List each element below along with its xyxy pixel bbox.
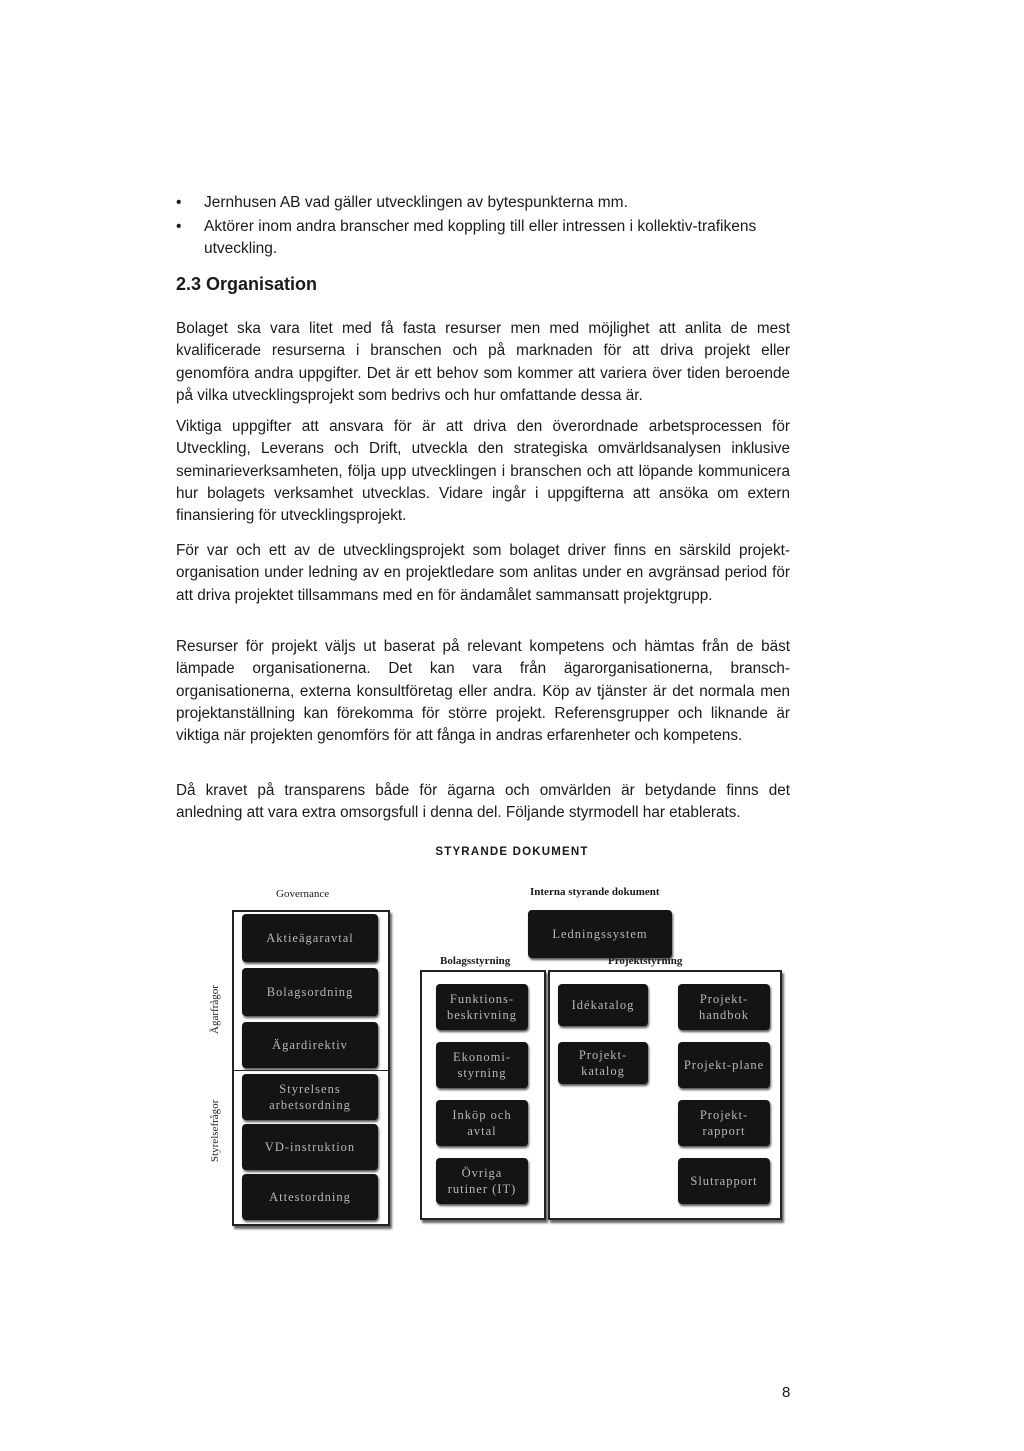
governance-box-bolagsordning: Bolagsordning	[242, 968, 378, 1016]
governance-box-agardirektiv: Ägardirektiv	[242, 1022, 378, 1068]
governance-box-aktieagaravtal: Aktieägaravtal	[242, 914, 378, 962]
projekt-box-projektrapport: Projekt-rapport	[678, 1100, 770, 1146]
figure-title: STYRANDE DOKUMENT	[435, 846, 589, 858]
governance-box-attestordning: Attestordning	[242, 1174, 378, 1220]
projekt-box-idekatalog: Idékatalog	[558, 984, 648, 1026]
bullet-marker: •	[176, 194, 182, 211]
bolagsstyrning-box-ovriga-rutiner: Övriga rutiner (IT)	[436, 1158, 528, 1204]
projekt-box-projekthandbok: Projekt-handbok	[678, 984, 770, 1030]
governance-label: Governance	[276, 888, 330, 900]
paragraph: Då kravet på transparens både för ägarna och omvärlden är betydande finns det anledning att vara extra omsorgsfull i denna del. Följande styrmodell har etablerats.	[176, 782, 790, 822]
section-heading: 2.3 Organisation	[176, 274, 318, 294]
bullet-text: Jernhusen AB vad gäller utvecklingen av bytespunkterna mm.	[204, 194, 628, 211]
bullet-text: Aktörer inom andra branscher med koppling till eller intressen i kollektiv-trafikens utveckling.	[204, 218, 757, 257]
bullet-item	[176, 216, 796, 260]
projekt-box-projektplan: Projekt-plane	[678, 1042, 770, 1088]
ledningssystem-box: Ledningssystem	[528, 910, 672, 958]
styrelsefragor-label: Styrelsefrågor	[209, 1099, 221, 1162]
governance-box-vd-instruktion: VD-instruktion	[242, 1124, 378, 1170]
bolagsstyrning-box-inkop-och-avtal: Inköp och avtal	[436, 1100, 528, 1146]
projekt-box-projektkatalog: Projekt-katalog	[558, 1042, 648, 1084]
interna-label: Interna styrande dokument	[530, 886, 660, 898]
paragraph: För var och ett av de utvecklingsprojekt som bolaget driver finns en särskild projekt-organisation under ledning av en projektledare som anlitas under en avgränsad period för att driva projektet tillsammans med en för ändamålet sammansatt projektgrupp.	[176, 542, 790, 604]
paragraph: Viktiga uppgifter att ansvara för är att driva den överordnade arbetsprocessen för Utveckling, Leverans och Drift, utveckla den strategiska omvärldsanalysen inklusive seminarieverksamheten, följa upp utvecklingen i branschen och att löpande kommunicera hur bolagets verksamhet utvecklas. Vidare ingår i uppgifterna att ansöka om extern finansiering för utvecklingsprojekt.	[176, 418, 790, 525]
bolagsstyrning-box-ekonomistyrning: Ekonomi-styrning	[436, 1042, 528, 1088]
bullet-item	[176, 192, 796, 214]
bullet-marker: •	[176, 218, 182, 235]
governance-box-styrelsens-arbetsordning: Styrelsens arbetsordning	[242, 1074, 378, 1120]
paragraph: Bolaget ska vara litet med få fasta resurser men med möjlighet att anlita de mest kvalificerade resurserna i branschen och på marknaden för att driva projekt eller genomföra andra uppgifter. Det är ett behov som kommer att variera över tiden beroende på vilka utvecklingsprojekt som bedrivs och hur omfattande dessa är.	[176, 320, 790, 404]
agarfragor-label: Ägarfrågor	[209, 985, 221, 1034]
bullet-list	[176, 192, 796, 262]
page-number: 8	[782, 1384, 791, 1401]
governance-divider	[232, 1070, 390, 1071]
projekt-box-slutrapport: Slutrapport	[678, 1158, 770, 1204]
bolagsstyrning-box-funktionsbeskrivning: Funktions-beskrivning	[436, 984, 528, 1030]
paragraph: Resurser för projekt väljs ut baserat på relevant kompetens och hämtas från de bäst lämpade organisationerna. Det kan vara från ägarorganisationerna, bransch-organisationerna, externa konsultföretag eller andra. Köp av tjänster är det normala men projektanställning kan förekomma för större projekt. Referensgrupper och liknande är viktiga när projekten genomförs för att fånga in andras erfarenheter och kompetens.	[176, 638, 790, 745]
projektstyrning-label: Projektstyrning	[608, 955, 683, 967]
bolagsstyrning-label: Bolagsstyrning	[440, 955, 511, 967]
